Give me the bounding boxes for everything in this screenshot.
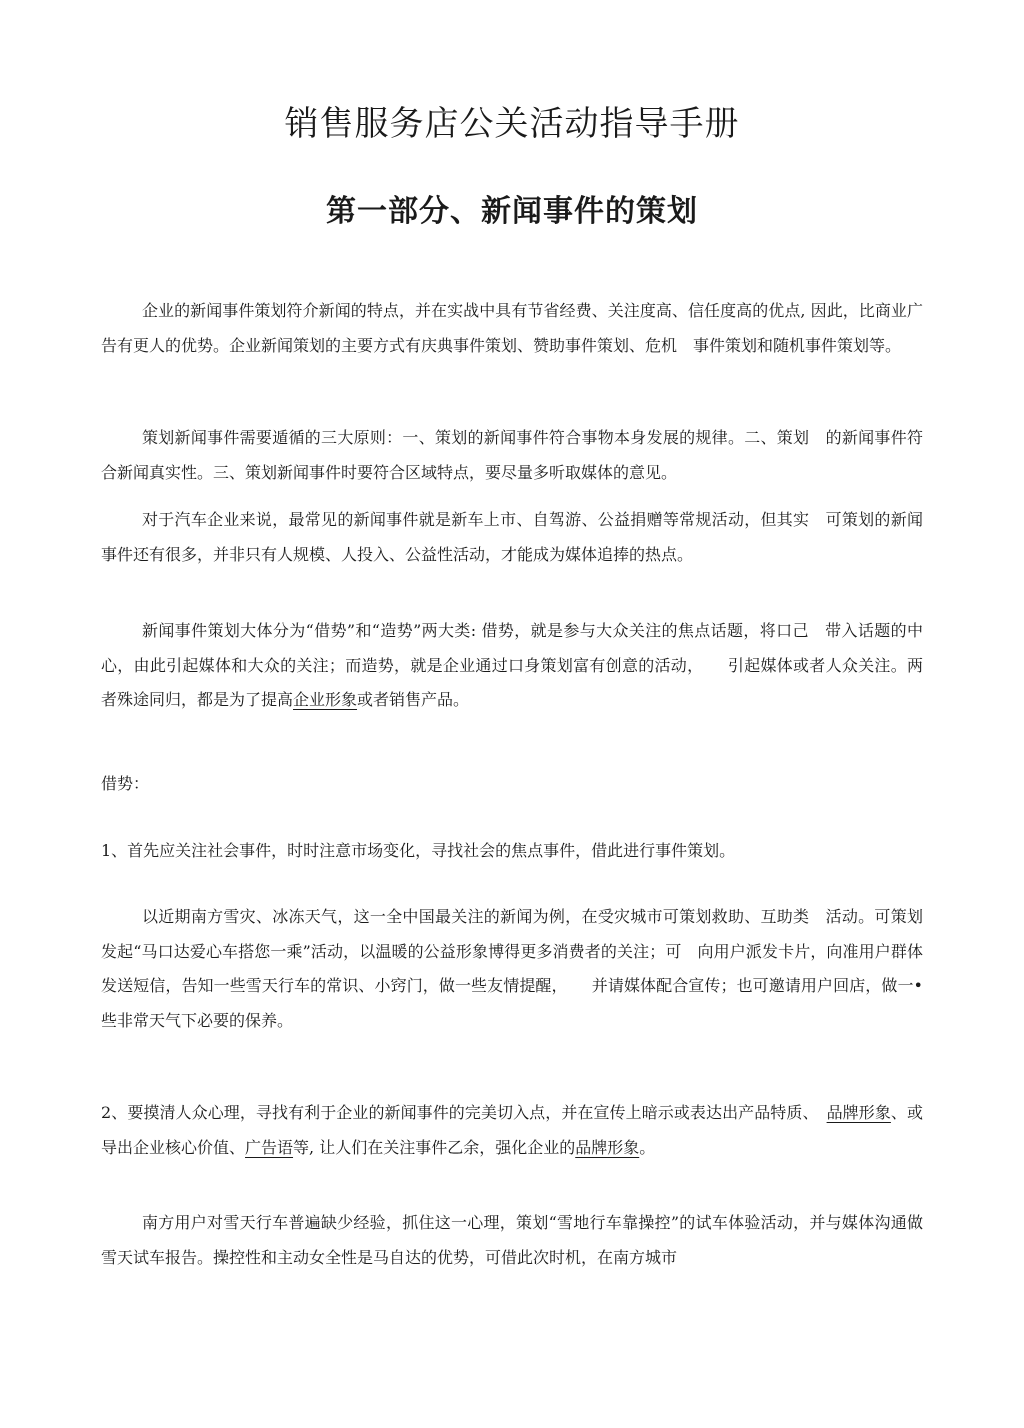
paragraph-text: 新闻事件策划大体分为“借势”和“造势”两大类: 借势，就是参与大众关注的焦点话题，将口己 带入话题的中心，由此引起媒体和大众的关注；而造势，就是企业通过口身策划富有创意的活动， 引起媒体或者人众关注。两者殊途同归，都是为了提高 [101, 621, 923, 709]
paragraph-auto-industry: 对于汽车企业来说，最常见的新闻事件就是新车上市、自驾游、公益捐赠等常规活动，但其实 可策划的新闻事件还有很多，并非只有人规模、人投入、公益性活动，才能成为媒体追捧的热点。 [101, 510, 923, 564]
paragraph-snow-example: 以近期南方雪灾、冰冻天气，这一全中国最关注的新闻为例，在受灾城市可策划救助、互助类 活动。可策划发起“马口达爱心车搭您一乘”活动，以温暖的公益形象博得更多消费者的关注；可 向用户派发卡片，向准用户群体发送短信，告知一些雪天行车的常识、小窍门，做一些友情提醒， 并请媒体配合宣传；也可邀请用户回店，做一•些非常天气下必要的保养。 [101, 907, 923, 1030]
list-item-1: 1、首先应关注社会事件，时时注意市场变化，寻找社会的焦点事件，借此进行事件策划。 [101, 841, 736, 860]
paragraph-text: 。 [639, 1137, 656, 1157]
slogan-link[interactable]: 广告语 [245, 1137, 294, 1157]
paragraph-text: 等, 让人们在关注事件乙余，强化企业的 [293, 1137, 576, 1157]
paragraph-text: 或者销售产品。 [357, 690, 470, 709]
paragraph-intro: 企业的新闻事件策划符介新闻的特点，并在实战中具有节省经费、关注度高、信任度高的优点, 因此，比商业广告有更人的优势。企业新闻策划的主要方式有庆典事件策划、赞助事件策划、危机 事件策划和随机事件策划等。 [101, 301, 923, 355]
label-borrowing: 借势： [101, 774, 150, 793]
paragraph-text: 、或导出企业核心价值、 [101, 1103, 923, 1157]
brand-image-link[interactable]: 品牌形象 [826, 1103, 891, 1122]
list-item-2 [101, 1096, 923, 1165]
paragraph-borrow-create [101, 614, 923, 718]
paragraph-snow-driving: 南方用户对雪天行车普遍缺少经验，抓住这一心理，策划“雪地行车靠操控”的试车体验活动，并与媒体沟通做雪天试车报告。操控性和主动女全性是马自达的优势，可借此次时机，在南方城市 [101, 1213, 923, 1267]
paragraph-text: 2、要摸清人众心理，寻找有利于企业的新闻事件的完美切入点，并在宣传上暗示或表达出产品特质、 [101, 1103, 827, 1122]
brand-image-link[interactable]: 品牌形象 [575, 1137, 640, 1157]
document-title: 销售服务店公关活动指导手册 [284, 104, 740, 144]
enterprise-image-link[interactable]: 企业形象 [293, 690, 358, 709]
section-heading: 第一部分、新闻事件的策划 [326, 194, 698, 229]
paragraph-principles: 策划新闻事件需要遁循的三大原则：一、策划的新闻事件符合事物本身发展的规律。二、策划 的新闻事件符合新闻真实性。三、策划新闻事件时要符合区域特点，要尽量多听取媒体的意见。 [101, 428, 923, 482]
